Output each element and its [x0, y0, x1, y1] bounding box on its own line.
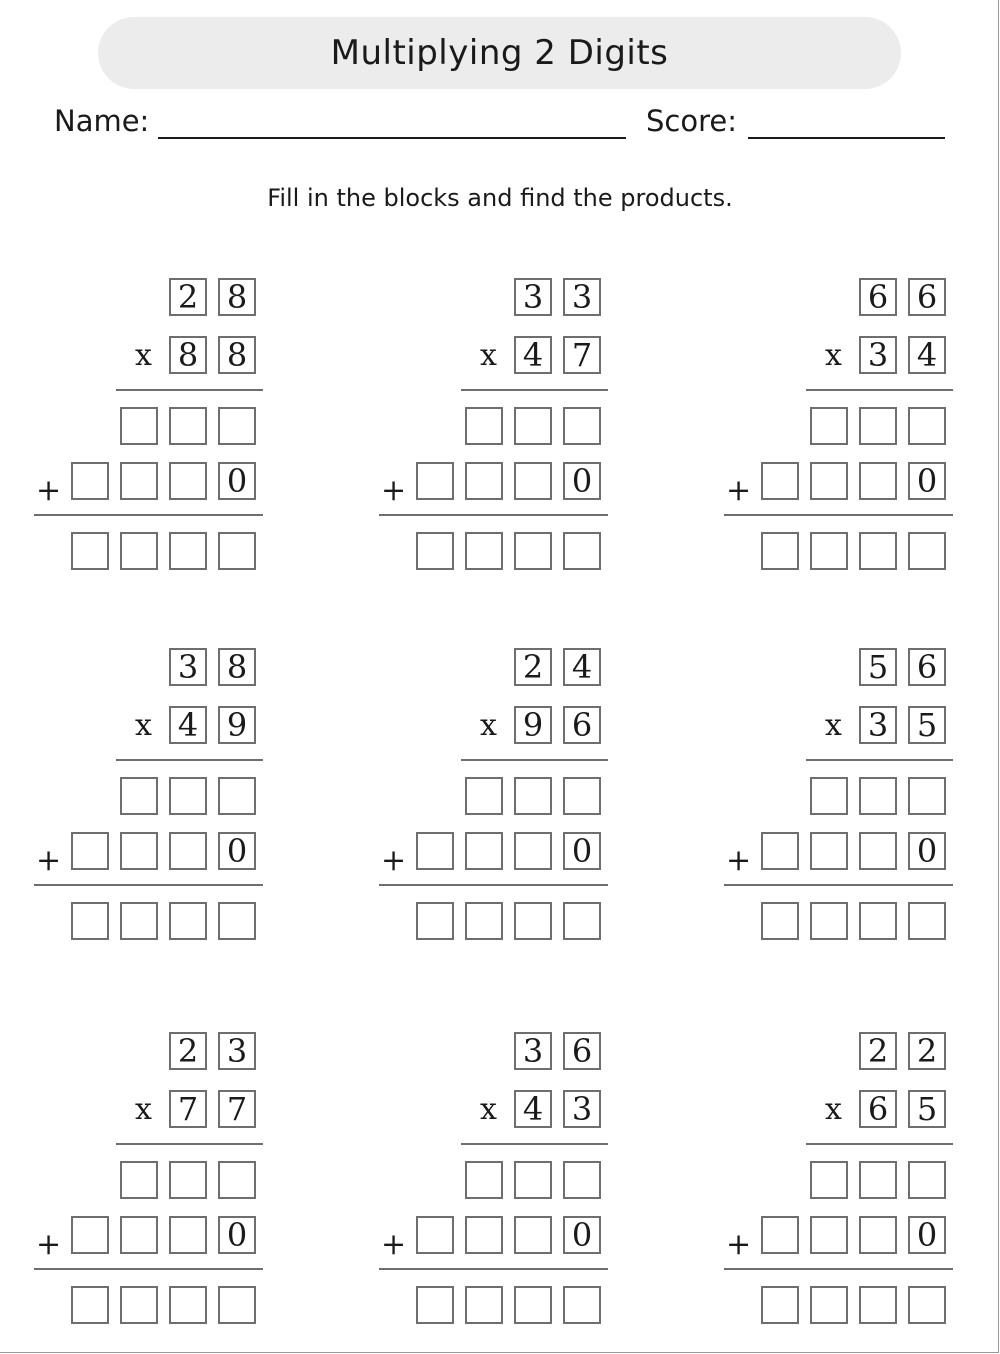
answer-box[interactable] [859, 832, 897, 870]
answer-box[interactable] [761, 902, 799, 940]
multiplicand-digit: 2 [859, 1032, 897, 1070]
instructions: Fill in the blocks and find the products. [267, 184, 733, 212]
answer-box[interactable] [71, 1286, 109, 1324]
answer-box[interactable] [120, 462, 158, 500]
answer-box[interactable] [761, 832, 799, 870]
multiplicand-digit: 2 [908, 1032, 946, 1070]
multiplication-problem [379, 640, 619, 952]
plus-sign: + [726, 1227, 752, 1262]
multiplicand-digit: 6 [563, 1032, 601, 1070]
multiplier-digit: 4 [514, 1090, 552, 1128]
multiplier-digit: 8 [169, 336, 207, 374]
answer-box[interactable] [169, 902, 207, 940]
multiplication-problem [724, 1024, 964, 1336]
plus-sign: + [381, 843, 407, 878]
multiplicand-digit: 2 [514, 648, 552, 686]
answer-box[interactable] [563, 407, 601, 445]
answer-box[interactable] [859, 532, 897, 570]
times-sign: x [135, 708, 152, 743]
multiplication-problem [724, 640, 964, 952]
answer-box[interactable] [563, 777, 601, 815]
multiplier-digit: 4 [514, 336, 552, 374]
answer-box[interactable] [416, 462, 454, 500]
sum-rule [379, 514, 608, 516]
answer-box[interactable] [169, 462, 207, 500]
product-rule [806, 759, 953, 761]
answer-box[interactable] [859, 1216, 897, 1254]
times-sign: x [135, 1092, 152, 1127]
answer-box[interactable] [859, 902, 897, 940]
answer-box[interactable] [71, 832, 109, 870]
answer-box[interactable] [218, 777, 256, 815]
multiplication-problem [34, 640, 274, 952]
placeholder-zero-box: 0 [908, 1216, 946, 1254]
answer-box[interactable] [810, 1161, 848, 1199]
answer-box[interactable] [810, 777, 848, 815]
times-sign: x [825, 338, 842, 373]
product-rule [461, 759, 608, 761]
sum-rule [379, 884, 608, 886]
answer-box[interactable] [563, 1286, 601, 1324]
sum-rule [379, 1268, 608, 1270]
multiplicand-digit: 8 [218, 648, 256, 686]
answer-box[interactable] [169, 407, 207, 445]
multiplier-digit: 4 [908, 336, 946, 374]
answer-box[interactable] [859, 462, 897, 500]
multiplicand-digit: 3 [218, 1032, 256, 1070]
answer-box[interactable] [169, 832, 207, 870]
multiplier-digit: 3 [563, 1090, 601, 1128]
plus-sign: + [36, 1227, 62, 1262]
product-rule [806, 389, 953, 391]
answer-box[interactable] [120, 1286, 158, 1324]
multiplication-problem [379, 270, 619, 582]
answer-box[interactable] [514, 1161, 552, 1199]
answer-box[interactable] [218, 902, 256, 940]
multiplier-digit: 5 [908, 1090, 946, 1128]
name-field-line[interactable] [158, 137, 626, 139]
placeholder-zero-box: 0 [563, 1216, 601, 1254]
answer-box[interactable] [859, 777, 897, 815]
answer-box[interactable] [465, 777, 503, 815]
multiplier-digit: 6 [563, 706, 601, 744]
multiplicand-digit: 3 [563, 278, 601, 316]
multiplicand-digit: 6 [859, 278, 897, 316]
multiplier-digit: 5 [908, 706, 946, 744]
answer-box[interactable] [465, 1216, 503, 1254]
answer-box[interactable] [908, 1161, 946, 1199]
times-sign: x [480, 338, 497, 373]
multiplier-digit: 7 [169, 1090, 207, 1128]
placeholder-zero-box: 0 [908, 462, 946, 500]
answer-box[interactable] [120, 1161, 158, 1199]
multiplier-digit: 8 [218, 336, 256, 374]
multiplicand-digit: 3 [514, 278, 552, 316]
answer-box[interactable] [465, 832, 503, 870]
product-rule [461, 1143, 608, 1145]
answer-box[interactable] [416, 832, 454, 870]
answer-box[interactable] [908, 532, 946, 570]
placeholder-zero-box: 0 [218, 1216, 256, 1254]
sum-rule [34, 514, 263, 516]
answer-box[interactable] [514, 407, 552, 445]
plus-sign: + [381, 1227, 407, 1262]
answer-box[interactable] [169, 532, 207, 570]
answer-box[interactable] [810, 1216, 848, 1254]
answer-box[interactable] [71, 1216, 109, 1254]
answer-box[interactable] [416, 1286, 454, 1324]
answer-box[interactable] [514, 777, 552, 815]
answer-box[interactable] [761, 1216, 799, 1254]
answer-box[interactable] [514, 462, 552, 500]
answer-box[interactable] [761, 1286, 799, 1324]
multiplication-problem [34, 270, 274, 582]
placeholder-zero-box: 0 [563, 462, 601, 500]
answer-box[interactable] [810, 902, 848, 940]
answer-box[interactable] [416, 532, 454, 570]
plus-sign: + [36, 843, 62, 878]
answer-box[interactable] [514, 532, 552, 570]
multiplication-problem [379, 1024, 619, 1336]
multiplier-digit: 3 [859, 706, 897, 744]
multiplier-digit: 4 [169, 706, 207, 744]
product-rule [461, 389, 608, 391]
answer-box[interactable] [810, 532, 848, 570]
answer-box[interactable] [218, 1286, 256, 1324]
answer-box[interactable] [120, 407, 158, 445]
answer-box[interactable] [218, 407, 256, 445]
multiplication-problem [724, 270, 964, 582]
name-label: Name: [54, 104, 150, 138]
answer-box[interactable] [514, 1286, 552, 1324]
times-sign: x [480, 1092, 497, 1127]
answer-box[interactable] [563, 1161, 601, 1199]
answer-box[interactable] [465, 462, 503, 500]
multiplicand-digit: 2 [169, 278, 207, 316]
answer-box[interactable] [761, 532, 799, 570]
times-sign: x [825, 1092, 842, 1127]
answer-box[interactable] [859, 1161, 897, 1199]
answer-box[interactable] [120, 777, 158, 815]
multiplicand-digit: 3 [169, 648, 207, 686]
answer-box[interactable] [465, 407, 503, 445]
sum-rule [34, 1268, 263, 1270]
answer-box[interactable] [908, 1286, 946, 1324]
sum-rule [724, 1268, 953, 1270]
answer-box[interactable] [416, 902, 454, 940]
multiplier-digit: 3 [859, 336, 897, 374]
score-field-line[interactable] [748, 137, 945, 139]
answer-box[interactable] [169, 777, 207, 815]
answer-box[interactable] [120, 1216, 158, 1254]
sum-rule [724, 884, 953, 886]
answer-box[interactable] [859, 407, 897, 445]
answer-box[interactable] [218, 1161, 256, 1199]
answer-box[interactable] [120, 532, 158, 570]
product-rule [116, 759, 263, 761]
answer-box[interactable] [514, 1216, 552, 1254]
sum-rule [34, 884, 263, 886]
plus-sign: + [381, 473, 407, 508]
answer-box[interactable] [169, 1286, 207, 1324]
placeholder-zero-box: 0 [908, 832, 946, 870]
answer-box[interactable] [810, 462, 848, 500]
plus-sign: + [726, 473, 752, 508]
placeholder-zero-box: 0 [218, 832, 256, 870]
multiplicand-digit: 5 [859, 648, 897, 686]
answer-box[interactable] [563, 902, 601, 940]
multiplier-digit: 9 [218, 706, 256, 744]
multiplier-digit: 9 [514, 706, 552, 744]
multiplication-problem [34, 1024, 274, 1336]
answer-box[interactable] [465, 1161, 503, 1199]
answer-box[interactable] [465, 1286, 503, 1324]
score-label: Score: [646, 104, 737, 138]
multiplicand-digit: 2 [169, 1032, 207, 1070]
multiplicand-digit: 4 [563, 648, 601, 686]
answer-box[interactable] [514, 832, 552, 870]
product-rule [116, 389, 263, 391]
multiplier-digit: 7 [563, 336, 601, 374]
sum-rule [724, 514, 953, 516]
placeholder-zero-box: 0 [218, 462, 256, 500]
multiplier-digit: 7 [218, 1090, 256, 1128]
answer-box[interactable] [563, 532, 601, 570]
answer-box[interactable] [859, 1286, 897, 1324]
plus-sign: + [36, 473, 62, 508]
multiplicand-digit: 8 [218, 278, 256, 316]
answer-box[interactable] [71, 532, 109, 570]
answer-box[interactable] [120, 832, 158, 870]
times-sign: x [135, 338, 152, 373]
times-sign: x [480, 708, 497, 743]
answer-box[interactable] [908, 777, 946, 815]
answer-box[interactable] [908, 902, 946, 940]
answer-box[interactable] [169, 1161, 207, 1199]
answer-box[interactable] [169, 1216, 207, 1254]
answer-box[interactable] [514, 902, 552, 940]
multiplier-digit: 6 [859, 1090, 897, 1128]
multiplicand-digit: 3 [514, 1032, 552, 1070]
product-rule [806, 1143, 953, 1145]
multiplicand-digit: 6 [908, 278, 946, 316]
placeholder-zero-box: 0 [563, 832, 601, 870]
answer-box[interactable] [71, 462, 109, 500]
plus-sign: + [726, 843, 752, 878]
answer-box[interactable] [761, 462, 799, 500]
answer-box[interactable] [810, 407, 848, 445]
answer-box[interactable] [465, 902, 503, 940]
answer-box[interactable] [810, 1286, 848, 1324]
multiplicand-digit: 6 [908, 648, 946, 686]
answer-box[interactable] [416, 1216, 454, 1254]
answer-box[interactable] [465, 532, 503, 570]
product-rule [116, 1143, 263, 1145]
answer-box[interactable] [908, 407, 946, 445]
times-sign: x [825, 708, 842, 743]
answer-box[interactable] [120, 902, 158, 940]
answer-box[interactable] [218, 532, 256, 570]
answer-box[interactable] [71, 902, 109, 940]
worksheet-title: Multiplying 2 Digits [98, 17, 901, 89]
answer-box[interactable] [810, 832, 848, 870]
